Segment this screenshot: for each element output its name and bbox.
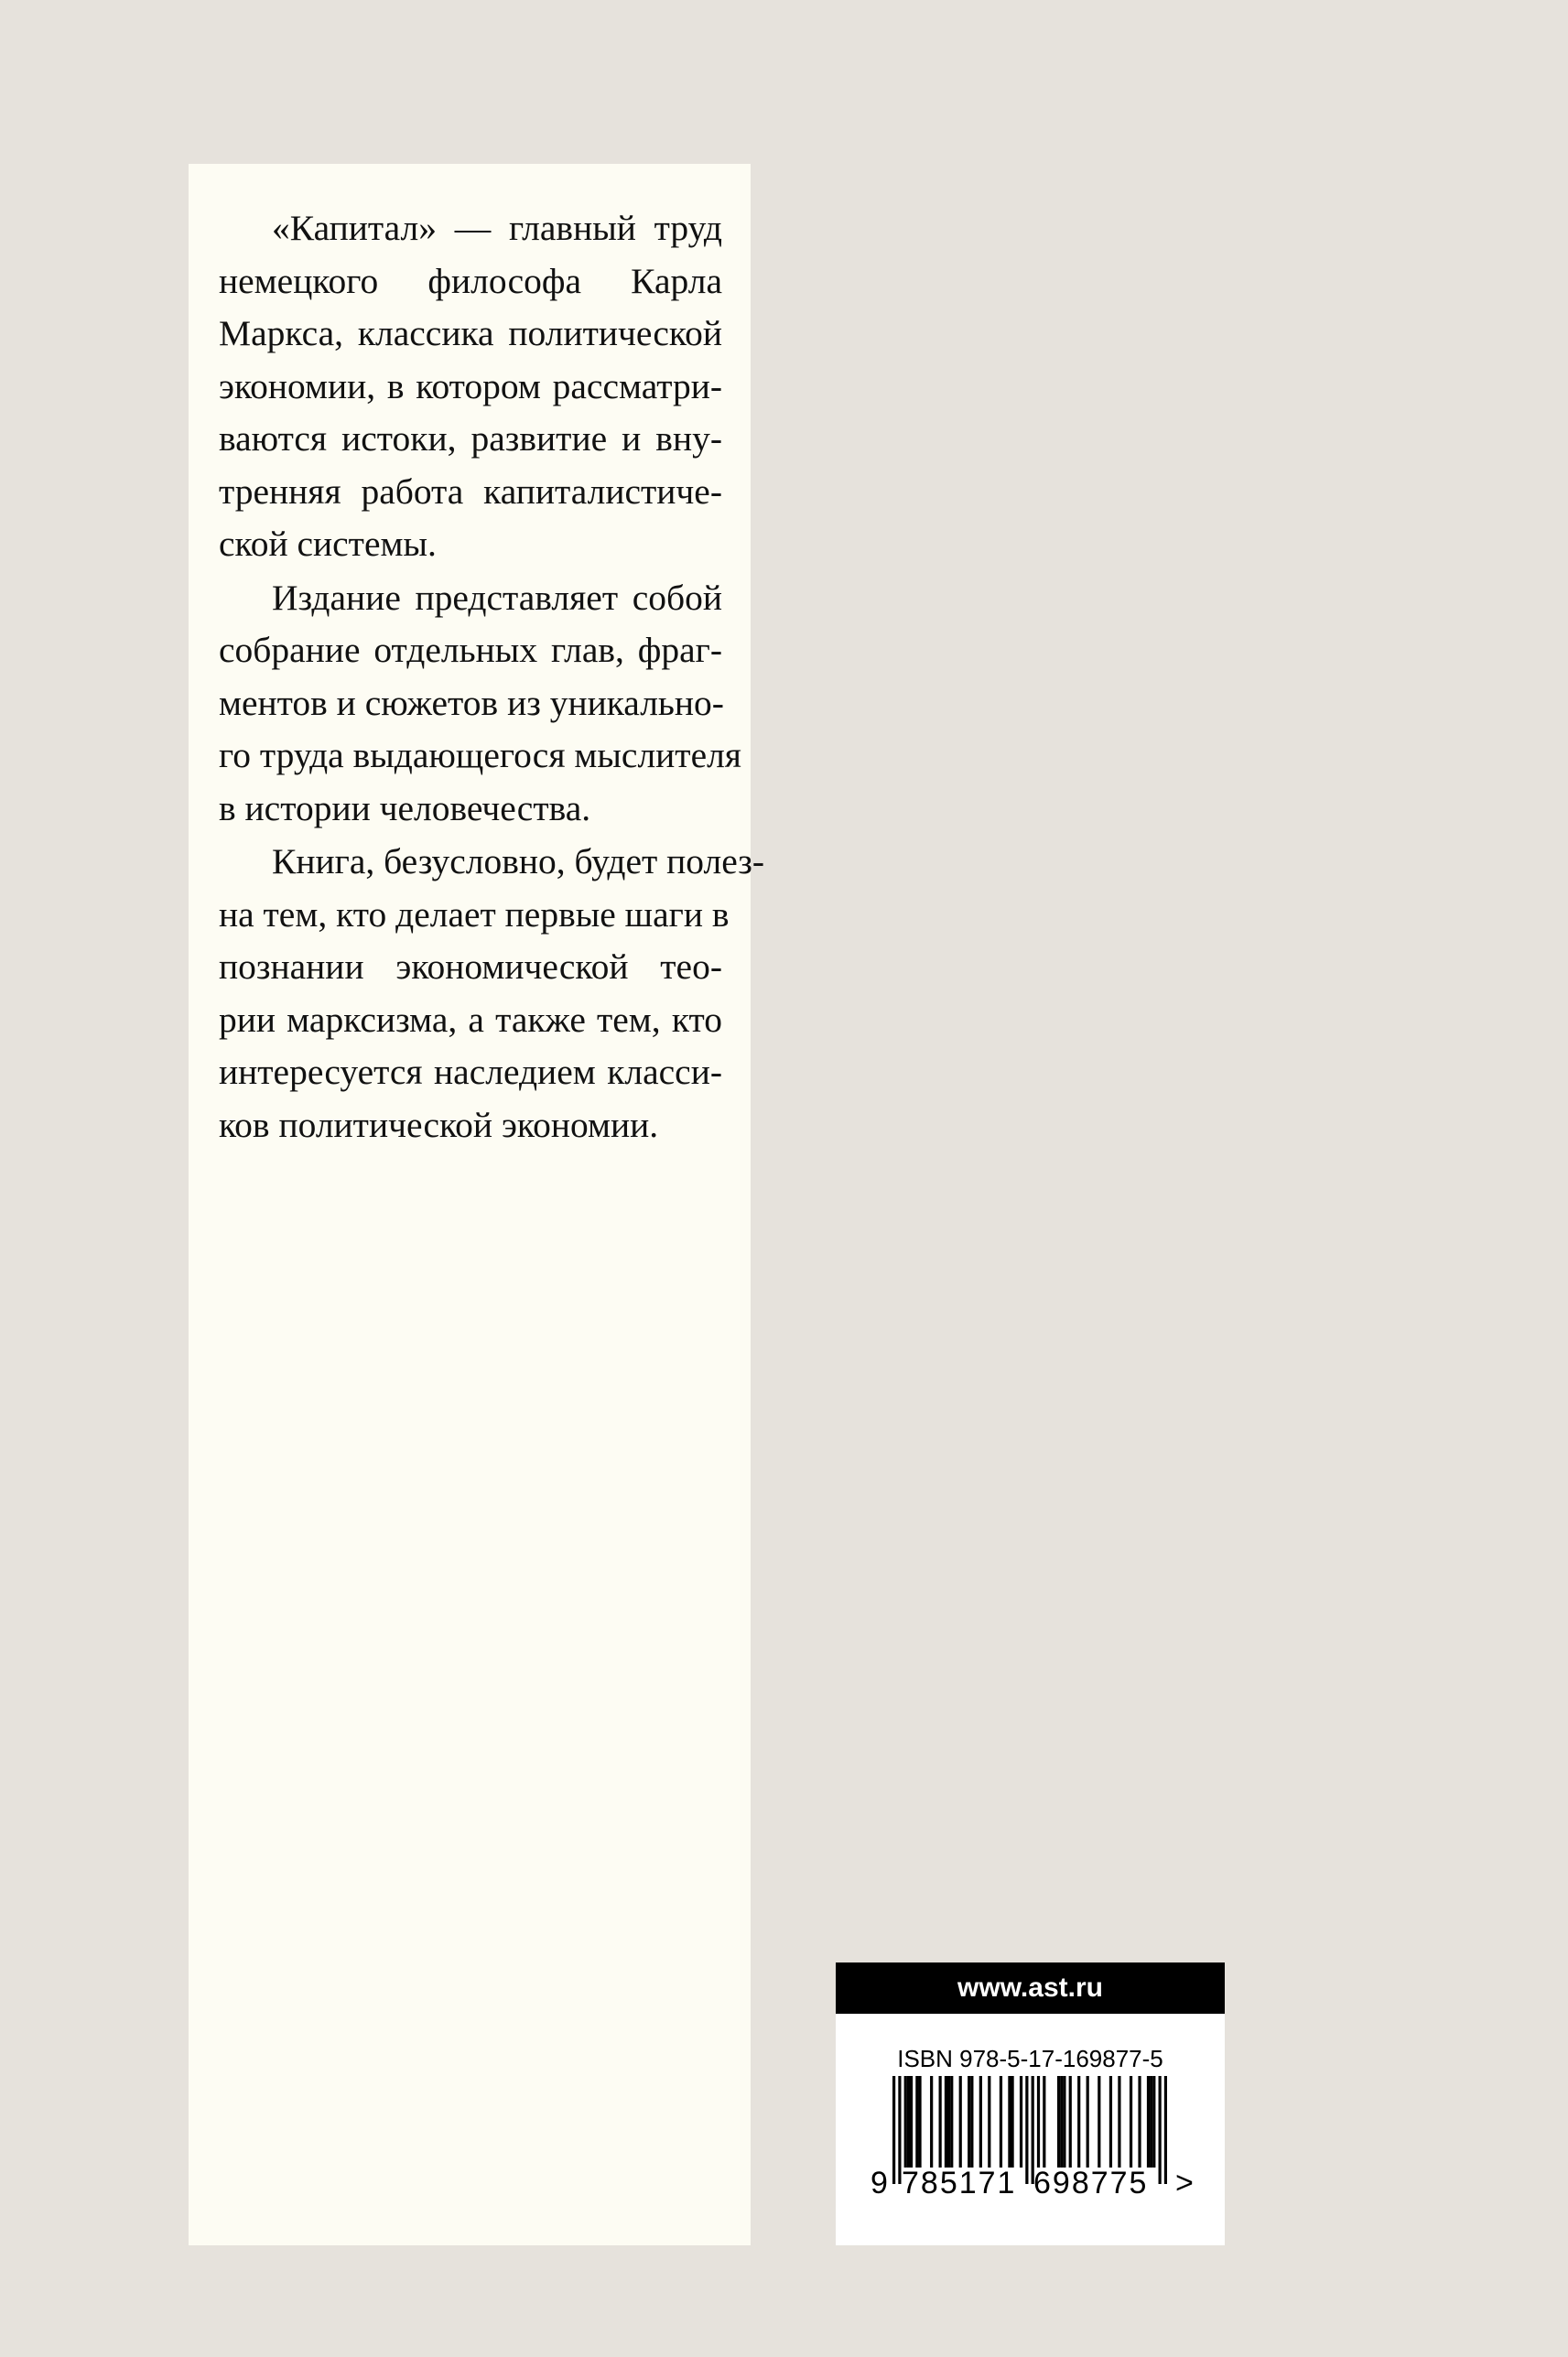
barcode-right-group: 698775 (1033, 2166, 1149, 2200)
text-line: в истории человечества. (219, 787, 591, 828)
barcode-bar (1098, 2076, 1100, 2168)
barcode-block (836, 1962, 1225, 2245)
barcode-bar (950, 2076, 953, 2168)
text-line: собрание отдельных глав, фраг- (219, 630, 722, 670)
barcode-bar (1008, 2076, 1011, 2168)
barcode-bar (1130, 2076, 1132, 2168)
barcode-bar (904, 2076, 907, 2168)
barcode-bar (915, 2076, 918, 2168)
text-line: го труда выдающегося мыслителя (219, 735, 741, 775)
publisher-website: www.ast.ru (836, 1962, 1225, 2014)
text-line: ков политической экономии. (219, 1104, 659, 1145)
barcode-bar (939, 2076, 942, 2168)
barcode-first-digit: 9 (871, 2166, 888, 2200)
barcode-bar (988, 2076, 990, 2168)
barcode-bar (1138, 2076, 1141, 2168)
barcode-bar (918, 2076, 921, 2168)
barcode-bar (1150, 2076, 1152, 2168)
barcode-left-group: 785171 (902, 2166, 1017, 2200)
barcode-bar (910, 2076, 913, 2168)
description-panel (189, 164, 764, 2245)
barcode-bar (1164, 2076, 1167, 2184)
barcode-bar (1087, 2076, 1089, 2168)
text-line: экономии, в котором рассматри- (219, 365, 722, 406)
description-paragraph-2 (219, 572, 741, 836)
isbn-label: ISBN 978-5-17-169877-5 (897, 2045, 1163, 2072)
text-line: ваются истоки, развитие и вну- (219, 418, 722, 459)
text-line: ской системы. (219, 524, 437, 564)
barcode-bar (1077, 2076, 1080, 2168)
barcode-bar (1118, 2076, 1120, 2168)
barcode-bar (1011, 2076, 1013, 2168)
text-line: немецкого философа Карла (219, 260, 722, 301)
barcode-bar (1025, 2076, 1028, 2184)
barcode-bar (1043, 2076, 1045, 2168)
barcode-bar (959, 2076, 962, 2168)
barcode-bar (1159, 2076, 1162, 2184)
barcode-bar (945, 2076, 947, 2168)
barcode-bar (1109, 2076, 1112, 2168)
barcode-bar (979, 2076, 982, 2168)
text-line: тренняя работа капиталистиче- (219, 470, 722, 512)
book-description (219, 202, 764, 1151)
barcode-bar (947, 2076, 950, 2168)
text-line: Маркса, классика политической (219, 313, 722, 353)
text-line: интересуется наследием класси- (219, 1052, 722, 1092)
text-line: ментов и сюжетов из уникально- (219, 682, 724, 723)
barcode-bar (1152, 2076, 1155, 2168)
description-paragraph-1 (219, 202, 722, 571)
text-line: «Капитал» — главный труд (272, 208, 722, 248)
text-line: познании экономической тео- (219, 946, 722, 987)
barcode-bar (1020, 2076, 1022, 2168)
text-line: рии марксизма, а также тем, кто (219, 999, 722, 1040)
barcode-bar (907, 2076, 910, 2168)
barcode-bar (1000, 2076, 1002, 2168)
barcode-bar (892, 2076, 895, 2184)
barcode-bar (1069, 2076, 1072, 2168)
barcode-bar (1063, 2076, 1065, 2168)
barcode-bar (968, 2076, 970, 2168)
text-line: на тем, кто делает первые шаги в (219, 893, 730, 935)
barcode-bar (1037, 2076, 1040, 2168)
description-paragraph-3 (219, 836, 764, 1151)
barcode-bar (970, 2076, 973, 2168)
text-line: Издание представляет собой (272, 577, 722, 618)
barcode-bar (1147, 2076, 1150, 2168)
text-line: Книга, безусловно, будет полез- (272, 841, 764, 881)
barcode-bar (930, 2076, 933, 2168)
barcode-bar (1057, 2076, 1060, 2168)
barcode-quiet-zone-mark: > (1175, 2166, 1194, 2200)
barcode-bar (1060, 2076, 1063, 2168)
